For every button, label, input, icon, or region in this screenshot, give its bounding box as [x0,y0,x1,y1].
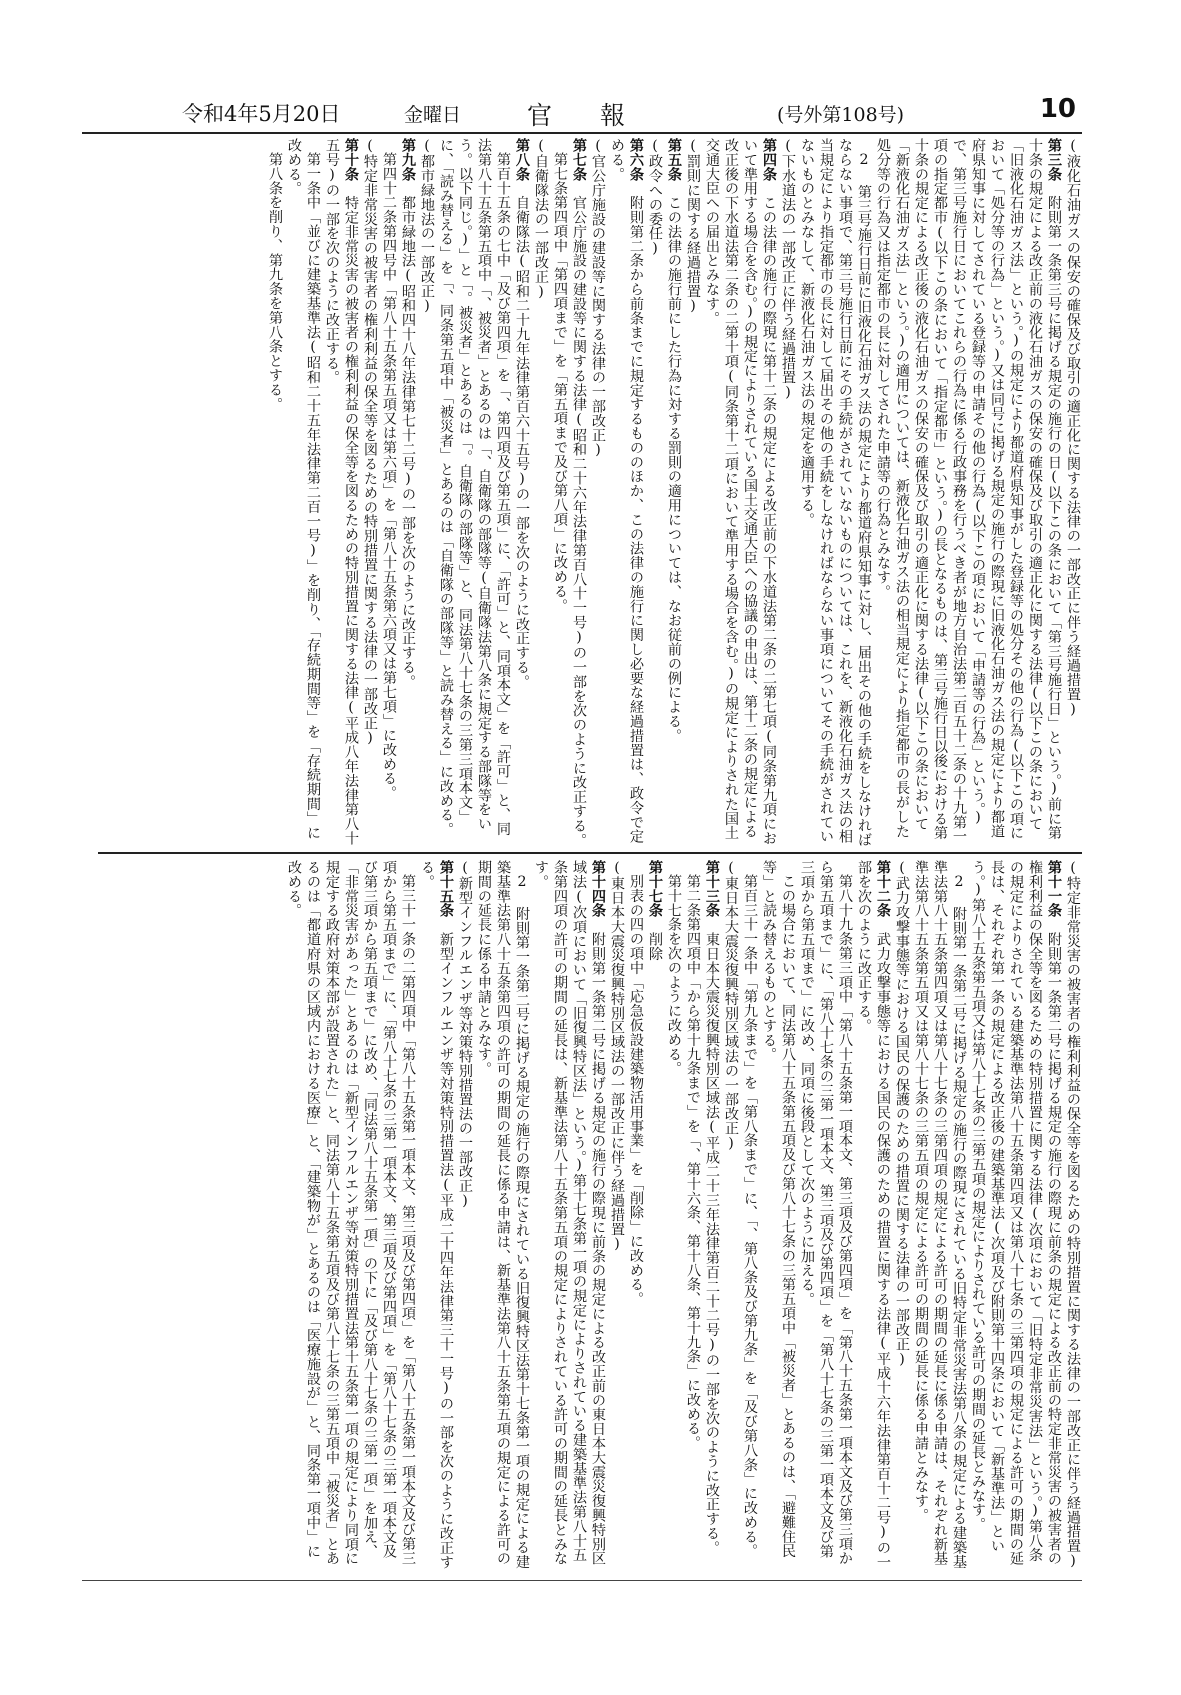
section-heading: (官公庁施設の建設等に関する法律の一部改正) [590,138,606,459]
paragraph: 第百三十一条中「第九条まで」を「第八条まで」に、「、第八条及び第九条」を「及び第八条」に改める。 [742,874,758,1559]
article [607,138,645,850]
article-label: 第十条 [343,138,359,182]
section-heading: (特定非常災害の被害者の権利利益の保全等を図るための特別措置に関する法律の一部改正に伴う経過措置) [1065,860,1081,1570]
article [702,138,778,850]
article [417,860,455,1572]
article-label: 第十二条 [875,860,891,918]
section-heading: (新型インフルエンザ等対策特別措置法の一部改正) [457,860,473,1210]
article-text: 附則第二条から前条までに規定するもののほか、この法律の施行に関し必要な経過措置は、政令で定める。 [609,138,644,844]
section-heading: (都市緑地法の一部改正) [419,138,435,315]
article-label: 第三条 [1046,138,1062,182]
article-text: 官公庁施設の建設等に関する法律(昭和二十六年法律第百八十一号)の一部を次のように改正する。 [571,181,587,848]
article-label: 第七条 [571,138,587,182]
section-heading: (武力攻撃事態等における国民の保護のための措置に関する法律の一部改正) [894,860,910,1368]
article [854,860,892,1572]
upper-text-block [265,138,1082,850]
paragraph: 第四十二条第四号中「第八十五条第五項又は第六項」を「第八十五条第六項又は第七項」に改める。 [381,152,397,801]
article-text: 自衛隊法(昭和二十九年法律第百六十五号)の一部を次のように改正する。 [514,181,530,689]
section-heading: (東日本大震災復興特別区域法の一部改正) [723,860,739,1152]
section-heading: (液化石油ガスの保安の確保及び取引の適正化に関する法律の一部改正に伴う経過措置) [1065,138,1081,718]
article-text: 附則第一条第二号に掲げる規定の施行の際現に前条の規定による改正前の特定非常災害の被害者の権利利益の保全等を図るための特別措置に関する法律(次項において「旧特定非常災害法」という。)第八条の規定によりされている建築基準法第八十五条第四項又は第八十七条の三第四項の規定による許可の期間の延長は、それぞれ第一条の規定による改正後の建築基準法(次項及び附則第十四条において「新基準法」という。)第八十五条第五項又は第八十七条の三第五項の規定によりされている許可の期間の延長とみなす。 [970,860,1062,1566]
article [569,138,588,850]
section-heading: (政令への委任) [647,138,663,257]
gazette-header [82,96,1082,134]
article-label: 第四条 [761,138,777,182]
article-text: 削除 [647,917,663,961]
article-label: 第九条 [400,138,416,182]
article [512,138,531,850]
article [398,138,417,850]
article [531,860,607,1572]
article [702,860,721,1572]
article-label: 第十三条 [704,860,720,918]
issue-date: 令和4年5月20日 [182,102,341,126]
paragraph: 第七条第四項中「第四項まで」を「第五項まで及び第八項」に改める。 [552,152,568,613]
section-heading: (特定非常災害の被害者の権利利益の保全等を図るための特別措置に関する法律の一部改正) [362,138,378,747]
section-divider [98,852,1082,854]
article [645,860,664,1572]
issue-weekday: 金曜日 [404,104,462,126]
article [968,860,1063,1572]
paragraph: 別表の四の項中「応急仮設建築物活用事業」を「削除」に改める。 [628,874,644,1307]
article-label: 第十五条 [438,860,454,918]
section-heading: (下水道法の一部改正に伴う経過措置) [780,138,796,401]
article-text: 特定非常災害の被害者の権利利益の保全等を図るための特別措置に関する法律(平成八年法律第八十五号)の一部を次のように改正する。 [324,138,359,846]
article-text: 附則第一条第二号に掲げる規定の施行の際現に前条の規定による改正前の東日本大震災復興特別区域法(次項において「旧復興特区法」という。)第十七条第一項の規定によりされている建築基準法第八十五条第四項の許可の期間の延長は、新基準法第八十五条第五項の規定によりされている許可の期間の延長とみなす。 [533,860,606,1566]
page-number: 10 [1039,94,1076,124]
paragraph: 2 附則第一条第二号に掲げる規定の施行の際現にされている旧特定非常災害法第八条の規定による建築基準法第八十五条第四項又は第八十七条の三第四項の規定による許可の期間の延長に係る申請は、それぞれ新基準法第八十五条第五項又は第八十七条の三第五項の規定による許可の期間の延長に係る申請とみなす。 [913,860,967,1569]
paragraph: この場合において、同法第八十五条第五項及び第八十七条の三第五項中「被災者」とあるのは、「避難住民等」と読み替えるものとする。 [761,860,796,1559]
paragraph: 第二条第四項中「から第十九条まで」を「、第十六条、第十八条、第十九条」に改める。 [685,874,701,1451]
lower-section [98,860,1082,1572]
lower-text-block [284,860,1082,1572]
paragraph: 第三十一条の二第四項中「第八十五条第一項本文、第三項及び第四項」を「第八十五条第一項本文及び第三項から第五項まで」に、「第八十七条の三第一項本文、第三項及び第四項」を「第八十七条の三第一項本文及び第三項から第五項まで」に改め、「同法第八十五条第一項」の下に「及び第八十七条の三第一項」を加え、「非常災害があった」とあるのは「新型インフルエンザ等対策特別措置法第十五条第一項の規定により同項に規定する政府対策本部が設置された」と、同法第八十五条第五項及び第八十七条の三第五項中「被災者」とあるのは「都道府県の区域内における医療」と、「建築物が」とあるのは「医療施設が」と、同条第一項中」に改める。 [286,860,416,1566]
section-heading: (罰則に関する経過措置) [685,138,701,315]
article-label: 第十一条 [1046,860,1062,918]
article [322,138,360,850]
article-label: 第十四条 [590,860,606,918]
article-label: 第六条 [628,138,644,182]
section-heading: (自衛隊法の一部改正) [533,138,549,300]
paragraph: 第一条中「並びに建築基準法(昭和二十五年法律第二百一号)」を削り、「存続期間等」を「存続期間」に改める。 [286,138,321,840]
article-label: 第十七条 [647,860,663,918]
paragraph: 2 附則第一条第二号に掲げる規定の施行の際現にされている旧復興特区法第十七条第一項の規定による建築基準法第八十五条第四項の許可の期間の延長に係る申請は、新基準法第八十五条第五項の規定による許可の期間の延長に係る申請とみなす。 [476,860,530,1569]
article-label: 第五条 [666,138,682,182]
article [873,138,1063,850]
paragraph: 2 第三号施行日前に旧液化石油ガス法の規定により都道府県知事に対し、届出その他の手続をしなければならない事項で、第三号施行日前にその手続がされていないものについては、これを、新液化石油ガス法の相当規定により指定都市の長に対して届出その他の手続をしなければならない事項についてその手続がされていないものとみなして、新液化石油ガス法の規定を適用する。 [799,138,872,847]
article-text: 新型インフルエンザ等対策特別措置法(平成二十四年法律第三十一号)の一部を次のように改正する。 [419,860,454,1570]
article-text: 都市緑地法(昭和四十八年法律第七十二号)の一部を次のように改正する。 [400,181,416,689]
section-heading: (東日本大震災復興特別区域法の一部改正に伴う経過措置) [609,860,625,1253]
article-text: 附則第一条第三号に掲げる規定の施行の日(以下この条において「第三号施行日」という。)前に第十条の規定による改正前の液化石油ガスの保安の確保及び取引の適正化に関する法律(以下この条において「旧液化石油ガス法」という。)の規定により都道府県知事がした登録等の処分その他の行為(以下この項において「処分等の行為」という。)又は同号に掲げる規定の施行の際現に旧液化石油ガス法の規定により都道府県知事に対してされている登録等の申請その他の行為(以下この項において「申請等の行為」という。)で、第三号施行日においてこれらの行為に係る行政事務を行うべき者が地方自治法第二百五十二条の十九第一項の指定都市(以下この条において「指定都市」という。)の長となるものは、第三号施行日以後における第十条の規定による改正後の液化石油ガスの保安の確保及び取引の適正化に関する法律(以下この条において「新液化石油ガス法」という。)の適用については、新液化石油ガス法の相当規定により指定都市の長がした処分等の行為又は指定都市の長に対してされた申請等の行為とみなす。 [875,138,1062,844]
upper-section [98,138,1082,850]
paragraph: 第八十九条第三項中「第八十五条第一項本文、第三項及び第四項」を「第八十五条第一項本文及び第三項から第五項まで」に、「第八十七条の三第一項本文、第三項及び第四項」を「第八十七条の三第一項本文及び第三項から第五項まで」に改め、同項に後段として次のように加える。 [799,860,853,1566]
article-text: 武力攻撃事態等における国民の保護のための措置に関する法律(平成十六年法律第百十二号)の一部を次のように改正する。 [856,860,891,1570]
paragraph: 第百十五条の七中「及び第四項」を「、第四項及び第五項」に、「許可」と、同項本文」を「許可」と、同法第八十五条第五項中「、被災者」とあるのは「、自衛隊の部隊等(自衛隊法第八条に規定する部隊等をいう。以下同じ。)」と「。被災者」とあるのは「。自衛隊の部隊等」と、同法第八十七条の三第三項本文」に、「読み替える」を「、同条第五項中「被災者」とあるのは「自衛隊の部隊等」と読み替える」に改める。 [438,138,511,837]
gazette-title: 官報 [527,101,674,130]
article-text: この法律の施行前にした行為に対する罰則の適用については、なお従前の例による。 [666,181,682,743]
article-label: 第八条 [514,138,530,182]
article [664,138,683,850]
bottom-rule [82,1580,1082,1581]
article-text: この法律の施行の際現に第十二条の規定による改正前の下水道法第二条の二第七項(同条第九項において準用する場合を含む。)の規定によりされている国土交通大臣への協議の申出は、第十二条の規定による改正後の下水道法第二条の二第十項(同条第十二項において準用する場合を含む。)の規定によりされた国土交通大臣への届出とみなす。 [704,138,777,846]
paragraph: 第八条を削り、第九条を第八条とする。 [267,152,283,412]
issue-number: (号外第108号) [777,104,905,126]
article-text: 東日本大震災復興特別区域法(平成二十三年法律第百二十二号)の一部を次のように改正する。 [704,917,720,1555]
paragraph: 第十七条を次のように改める。 [666,874,682,1076]
